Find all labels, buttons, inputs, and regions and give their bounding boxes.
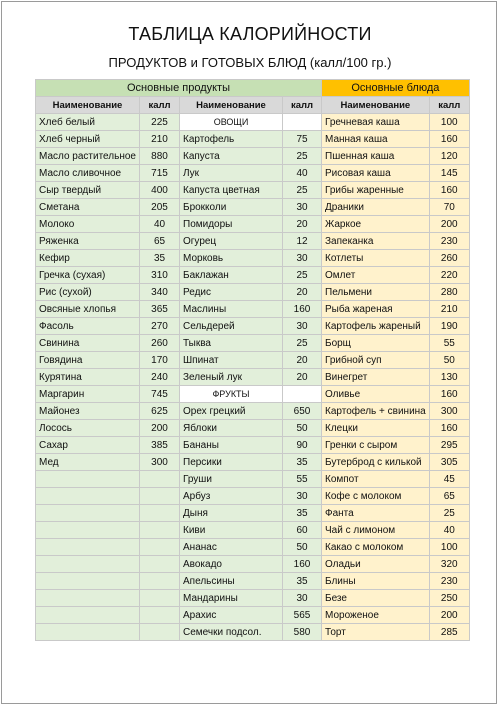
vegetable-kcal: 20 — [283, 369, 322, 386]
dish-kcal: 145 — [429, 165, 469, 182]
vegetable-kcal: 12 — [283, 233, 322, 250]
vegetable-kcal: 25 — [283, 148, 322, 165]
dish-name: Кофе с молоком — [322, 488, 430, 505]
table-row — [36, 250, 470, 267]
section-fruits: ФРУКТЫ — [180, 386, 283, 403]
dish-kcal: 295 — [429, 437, 469, 454]
dish-kcal: 300 — [429, 403, 469, 420]
section-basic-products: Основные продукты — [36, 80, 322, 97]
fruit-kcal: 50 — [283, 539, 322, 556]
fruit-kcal: 35 — [283, 454, 322, 471]
product-kcal: 170 — [140, 352, 180, 369]
dish-kcal: 100 — [429, 114, 469, 131]
product-kcal: 300 — [140, 454, 180, 471]
table-row — [36, 437, 470, 454]
dish-name: Грибы жаренные — [322, 182, 430, 199]
product-name: Молоко — [36, 216, 140, 233]
section-header-row — [36, 80, 470, 97]
vegetable-name: Капуста — [180, 148, 283, 165]
product-kcal: 745 — [140, 386, 180, 403]
product-name: Масло растительное — [36, 148, 140, 165]
vegetable-name: Сельдерей — [180, 318, 283, 335]
fruit-kcal: 50 — [283, 420, 322, 437]
fruit-name: Персики — [180, 454, 283, 471]
empty-cell — [140, 556, 180, 573]
fruit-kcal: 90 — [283, 437, 322, 454]
table-row — [36, 148, 470, 165]
vegetable-kcal: 30 — [283, 318, 322, 335]
dish-kcal: 40 — [429, 522, 469, 539]
table-row — [36, 420, 470, 437]
dish-kcal: 210 — [429, 301, 469, 318]
table-row — [36, 539, 470, 556]
col-header-kcal: калл — [140, 97, 180, 114]
dish-name: Мороженое — [322, 607, 430, 624]
empty-cell — [36, 539, 140, 556]
table-row — [36, 386, 470, 403]
dish-kcal: 160 — [429, 386, 469, 403]
page-title: ТАБЛИЦА КАЛОРИЙНОСТИ — [128, 24, 372, 44]
dish-kcal: 160 — [429, 182, 469, 199]
dish-name: Клецки — [322, 420, 430, 437]
table-row — [36, 505, 470, 522]
empty-cell — [36, 488, 140, 505]
dish-kcal: 160 — [429, 420, 469, 437]
table-row — [36, 301, 470, 318]
dish-kcal: 250 — [429, 590, 469, 607]
product-name: Масло сливочное — [36, 165, 140, 182]
table-row — [36, 233, 470, 250]
empty-cell — [36, 505, 140, 522]
fruit-kcal: 565 — [283, 607, 322, 624]
table-row — [36, 556, 470, 573]
dish-name: Оладьи — [322, 556, 430, 573]
table-row — [36, 403, 470, 420]
empty-cell — [140, 624, 180, 641]
dish-name: Оливье — [322, 386, 430, 403]
product-name: Маргарин — [36, 386, 140, 403]
empty-cell — [36, 624, 140, 641]
vegetable-kcal: 20 — [283, 352, 322, 369]
empty-cell — [140, 573, 180, 590]
fruit-name: Арбуз — [180, 488, 283, 505]
fruit-name: Арахис — [180, 607, 283, 624]
empty-cell — [36, 556, 140, 573]
fruit-kcal: 160 — [283, 556, 322, 573]
vegetable-name: Огурец — [180, 233, 283, 250]
product-kcal: 340 — [140, 284, 180, 301]
table-row — [36, 182, 470, 199]
product-kcal: 715 — [140, 165, 180, 182]
fruit-kcal: 650 — [283, 403, 322, 420]
col-header-name: Наименование — [36, 97, 140, 114]
dish-name: Запеканка — [322, 233, 430, 250]
dish-kcal: 305 — [429, 454, 469, 471]
vegetable-name: Зеленый лук — [180, 369, 283, 386]
product-name: Сметана — [36, 199, 140, 216]
empty-cell — [36, 522, 140, 539]
table-row — [36, 131, 470, 148]
product-kcal: 200 — [140, 420, 180, 437]
dish-name: Гречневая каша — [322, 114, 430, 131]
table-row — [36, 318, 470, 335]
dish-kcal: 320 — [429, 556, 469, 573]
fruit-kcal: 60 — [283, 522, 322, 539]
dish-name: Рыба жареная — [322, 301, 430, 318]
product-name: Мед — [36, 454, 140, 471]
product-name: Ряженка — [36, 233, 140, 250]
product-name: Сахар — [36, 437, 140, 454]
dish-name: Компот — [322, 471, 430, 488]
vegetable-kcal: 40 — [283, 165, 322, 182]
product-name: Хлеб белый — [36, 114, 140, 131]
product-name: Рис (сухой) — [36, 284, 140, 301]
empty-cell — [140, 607, 180, 624]
dish-kcal: 70 — [429, 199, 469, 216]
product-kcal: 240 — [140, 369, 180, 386]
table-row — [36, 369, 470, 386]
fruit-kcal: 35 — [283, 505, 322, 522]
dish-kcal: 280 — [429, 284, 469, 301]
empty-cell — [140, 488, 180, 505]
fruit-kcal: 30 — [283, 590, 322, 607]
dish-kcal: 160 — [429, 131, 469, 148]
vegetable-name: Редис — [180, 284, 283, 301]
fruit-name: Авокадо — [180, 556, 283, 573]
dish-name: Рисовая каша — [322, 165, 430, 182]
product-kcal: 225 — [140, 114, 180, 131]
dish-name: Блины — [322, 573, 430, 590]
dish-kcal: 130 — [429, 369, 469, 386]
dish-kcal: 200 — [429, 216, 469, 233]
dish-kcal: 230 — [429, 573, 469, 590]
dish-name: Фанта — [322, 505, 430, 522]
product-kcal: 365 — [140, 301, 180, 318]
empty-cell — [140, 471, 180, 488]
dish-kcal: 45 — [429, 471, 469, 488]
fruit-kcal: 30 — [283, 488, 322, 505]
table-row — [36, 114, 470, 131]
vegetable-kcal: 30 — [283, 250, 322, 267]
vegetable-name: Тыква — [180, 335, 283, 352]
dish-name: Чай с лимоном — [322, 522, 430, 539]
section-vegetables: ОВОЩИ — [180, 114, 283, 131]
table-row — [36, 590, 470, 607]
vegetable-name: Брокколи — [180, 199, 283, 216]
table-row — [36, 284, 470, 301]
product-kcal: 260 — [140, 335, 180, 352]
table-row — [36, 199, 470, 216]
vegetable-kcal: 20 — [283, 216, 322, 233]
dish-name: Пельмени — [322, 284, 430, 301]
vegetable-kcal: 25 — [283, 267, 322, 284]
product-name: Фасоль — [36, 318, 140, 335]
vegetable-name: Капуста цветная — [180, 182, 283, 199]
product-kcal: 385 — [140, 437, 180, 454]
table-row — [36, 165, 470, 182]
col-header-kcal: калл — [429, 97, 469, 114]
product-kcal: 205 — [140, 199, 180, 216]
product-name: Майонез — [36, 403, 140, 420]
table-body — [36, 114, 470, 641]
dish-name: Пшенная каша — [322, 148, 430, 165]
dish-name: Грибной суп — [322, 352, 430, 369]
dish-name: Борщ — [322, 335, 430, 352]
product-name: Говядина — [36, 352, 140, 369]
vegetable-kcal: 160 — [283, 301, 322, 318]
fruit-kcal: 55 — [283, 471, 322, 488]
page-subtitle: ПРОДУКТОВ и ГОТОВЫХ БЛЮД (калл/100 гр.) — [108, 55, 392, 70]
product-name: Сыр твердый — [36, 182, 140, 199]
product-name: Овсяные хлопья — [36, 301, 140, 318]
empty-cell — [140, 522, 180, 539]
vegetable-name: Лук — [180, 165, 283, 182]
table-row — [36, 471, 470, 488]
product-kcal: 880 — [140, 148, 180, 165]
dish-kcal: 260 — [429, 250, 469, 267]
dish-kcal: 190 — [429, 318, 469, 335]
calorie-table — [35, 79, 470, 641]
empty-cell — [283, 386, 322, 403]
product-kcal: 400 — [140, 182, 180, 199]
product-kcal: 270 — [140, 318, 180, 335]
fruit-name: Ананас — [180, 539, 283, 556]
product-kcal: 310 — [140, 267, 180, 284]
empty-cell — [36, 607, 140, 624]
product-name: Гречка (сухая) — [36, 267, 140, 284]
fruit-name: Яблоки — [180, 420, 283, 437]
table-row — [36, 607, 470, 624]
col-header-name: Наименование — [180, 97, 283, 114]
col-header-name: Наименование — [322, 97, 430, 114]
dish-name: Бутерброд с килькой — [322, 454, 430, 471]
vegetable-name: Маслины — [180, 301, 283, 318]
dish-name: Гренки с сыром — [322, 437, 430, 454]
dish-kcal: 200 — [429, 607, 469, 624]
dish-name: Манная каша — [322, 131, 430, 148]
column-header-row — [36, 97, 470, 114]
product-kcal: 35 — [140, 250, 180, 267]
table-row — [36, 454, 470, 471]
dish-kcal: 65 — [429, 488, 469, 505]
empty-cell — [36, 471, 140, 488]
dish-kcal: 285 — [429, 624, 469, 641]
vegetable-name: Шпинат — [180, 352, 283, 369]
dish-kcal: 120 — [429, 148, 469, 165]
dish-name: Какао с молоком — [322, 539, 430, 556]
table-row — [36, 488, 470, 505]
empty-cell — [140, 505, 180, 522]
fruit-name: Бананы — [180, 437, 283, 454]
dish-name: Картофель жареный — [322, 318, 430, 335]
product-kcal: 625 — [140, 403, 180, 420]
dish-kcal: 100 — [429, 539, 469, 556]
product-name: Свинина — [36, 335, 140, 352]
dish-kcal: 220 — [429, 267, 469, 284]
product-name: Кефир — [36, 250, 140, 267]
empty-cell — [36, 590, 140, 607]
empty-cell — [36, 573, 140, 590]
vegetable-kcal: 30 — [283, 199, 322, 216]
vegetable-name: Баклажан — [180, 267, 283, 284]
dish-kcal: 50 — [429, 352, 469, 369]
table-row — [36, 624, 470, 641]
fruit-kcal: 580 — [283, 624, 322, 641]
dish-name: Жаркое — [322, 216, 430, 233]
fruit-name: Киви — [180, 522, 283, 539]
empty-cell — [283, 114, 322, 131]
fruit-name: Дыня — [180, 505, 283, 522]
col-header-kcal: калл — [283, 97, 322, 114]
fruit-name: Семечки подсол. — [180, 624, 283, 641]
table-row — [36, 352, 470, 369]
product-kcal: 210 — [140, 131, 180, 148]
vegetable-name: Помидоры — [180, 216, 283, 233]
table-row — [36, 335, 470, 352]
dish-name: Безе — [322, 590, 430, 607]
dish-name: Торт — [322, 624, 430, 641]
fruit-name: Апельсины — [180, 573, 283, 590]
table-row — [36, 522, 470, 539]
empty-cell — [140, 590, 180, 607]
fruit-name: Орех грецкий — [180, 403, 283, 420]
fruit-name: Мандарины — [180, 590, 283, 607]
table-row — [36, 216, 470, 233]
product-kcal: 40 — [140, 216, 180, 233]
section-main-dishes: Основные блюда — [322, 80, 470, 97]
dish-name: Драники — [322, 199, 430, 216]
dish-name: Винегрет — [322, 369, 430, 386]
vegetable-kcal: 25 — [283, 182, 322, 199]
product-name: Курятина — [36, 369, 140, 386]
vegetable-name: Морковь — [180, 250, 283, 267]
dish-name: Омлет — [322, 267, 430, 284]
product-kcal: 65 — [140, 233, 180, 250]
vegetable-name: Картофель — [180, 131, 283, 148]
dish-kcal: 25 — [429, 505, 469, 522]
product-name: Хлеб черный — [36, 131, 140, 148]
fruit-kcal: 35 — [283, 573, 322, 590]
table-row — [36, 267, 470, 284]
fruit-name: Груши — [180, 471, 283, 488]
table-row — [36, 573, 470, 590]
dish-kcal: 55 — [429, 335, 469, 352]
dish-name: Картофель + свинина — [322, 403, 430, 420]
dish-name: Котлеты — [322, 250, 430, 267]
vegetable-kcal: 75 — [283, 131, 322, 148]
dish-kcal: 230 — [429, 233, 469, 250]
product-name: Лосось — [36, 420, 140, 437]
vegetable-kcal: 20 — [283, 284, 322, 301]
empty-cell — [140, 539, 180, 556]
vegetable-kcal: 25 — [283, 335, 322, 352]
